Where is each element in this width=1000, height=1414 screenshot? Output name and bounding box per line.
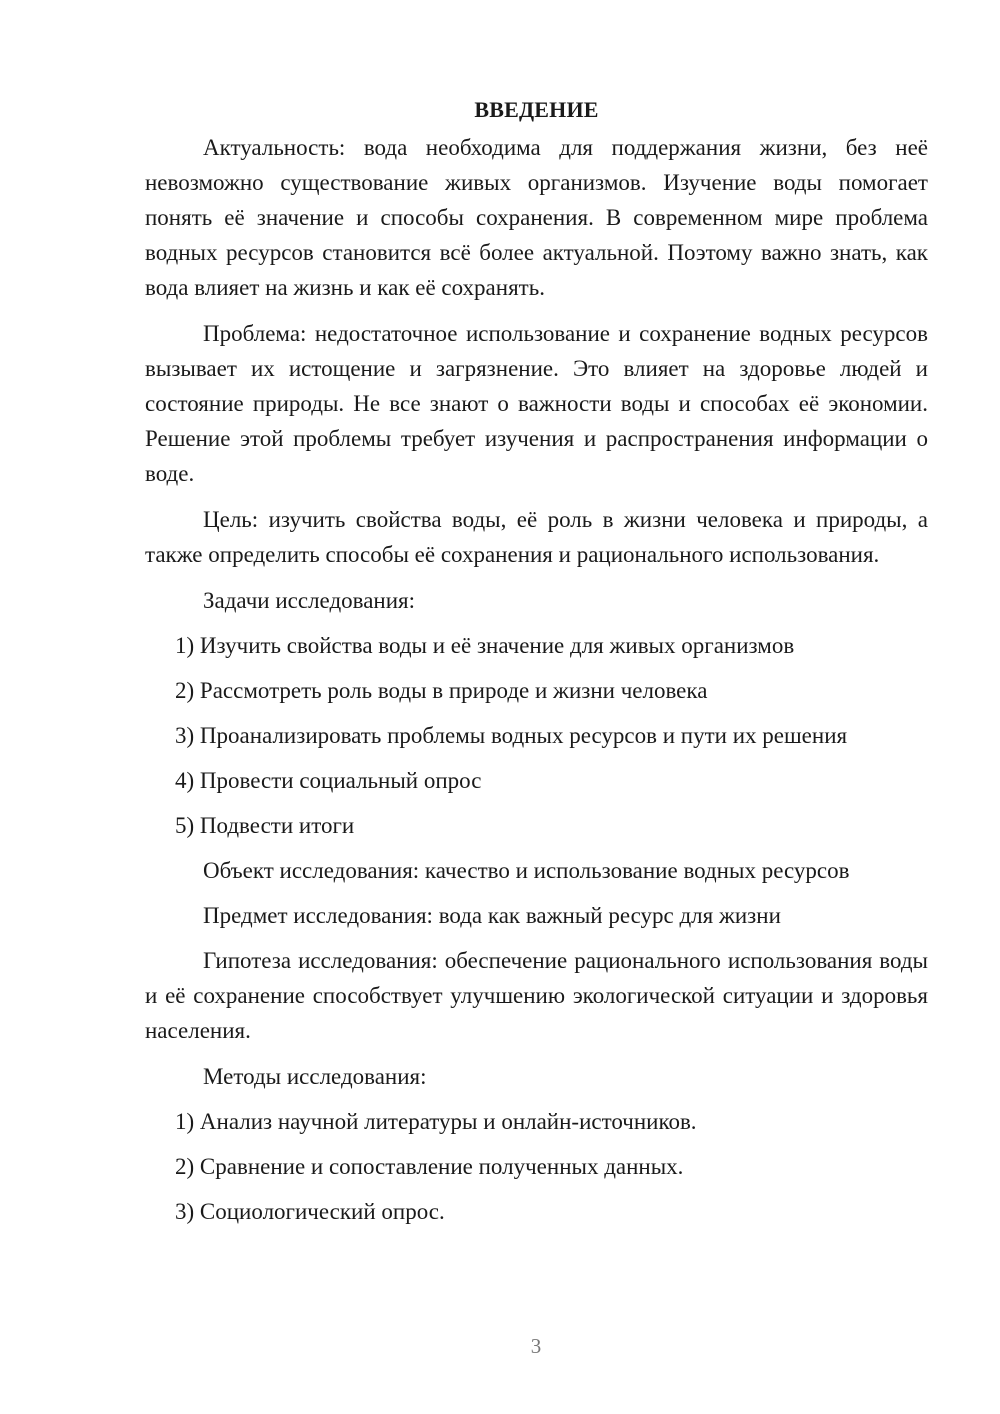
hypothesis-paragraph: Гипотеза исследования: обеспечение рационального использования воды и её сохранение способствует улучшению экологической ситуации и здоровья населения. bbox=[145, 948, 928, 1043]
page-title: ВВЕДЕНИЕ bbox=[474, 97, 599, 122]
task-item: 1) Изучить свойства воды и её значение для живых организмов bbox=[175, 633, 795, 658]
task-item: 2) Рассмотреть роль воды в природе и жизни человека bbox=[175, 678, 708, 703]
task-item: 5) Подвести итоги bbox=[175, 813, 355, 838]
method-item: 1) Анализ научной литературы и онлайн-источников. bbox=[175, 1109, 697, 1134]
object-line: Объект исследования: качество и использование водных ресурсов bbox=[203, 858, 850, 883]
page-number: 3 bbox=[530, 1334, 542, 1358]
task-item: 3) Проанализировать проблемы водных ресурсов и пути их решения bbox=[175, 723, 848, 748]
tasks-heading: Задачи исследования: bbox=[203, 588, 416, 613]
relevance-paragraph: Актуальность: вода необходима для поддержания жизни, без неё невозможно существование живых организмов. Изучение воды помогает понять её значение и способы сохранения. В современном мире проблема водных ресурсов становится всё более актуальной. Поэтому важно знать, как вода влияет на жизнь и как её сохранять. bbox=[145, 135, 928, 300]
problem-paragraph: Проблема: недостаточное использование и сохранение водных ресурсов вызывает их истощение и загрязнение. Это влияет на здоровье людей и состояние природы. Не все знают о важности воды и способах её экономии. Решение этой проблемы требует изучения и распространения информации о воде. bbox=[145, 321, 928, 486]
page-body bbox=[145, 92, 928, 1239]
method-item: 2) Сравнение и сопоставление полученных данных. bbox=[175, 1154, 684, 1179]
subject-line: Предмет исследования: вода как важный ресурс для жизни bbox=[203, 903, 781, 928]
goal-paragraph: Цель: изучить свойства воды, её роль в жизни человека и природы, а также определить способы её сохранения и рационального использования. bbox=[145, 507, 928, 567]
method-item: 3) Социологический опрос. bbox=[175, 1199, 445, 1224]
task-item: 4) Провести социальный опрос bbox=[175, 768, 482, 793]
methods-heading: Методы исследования: bbox=[203, 1064, 427, 1089]
